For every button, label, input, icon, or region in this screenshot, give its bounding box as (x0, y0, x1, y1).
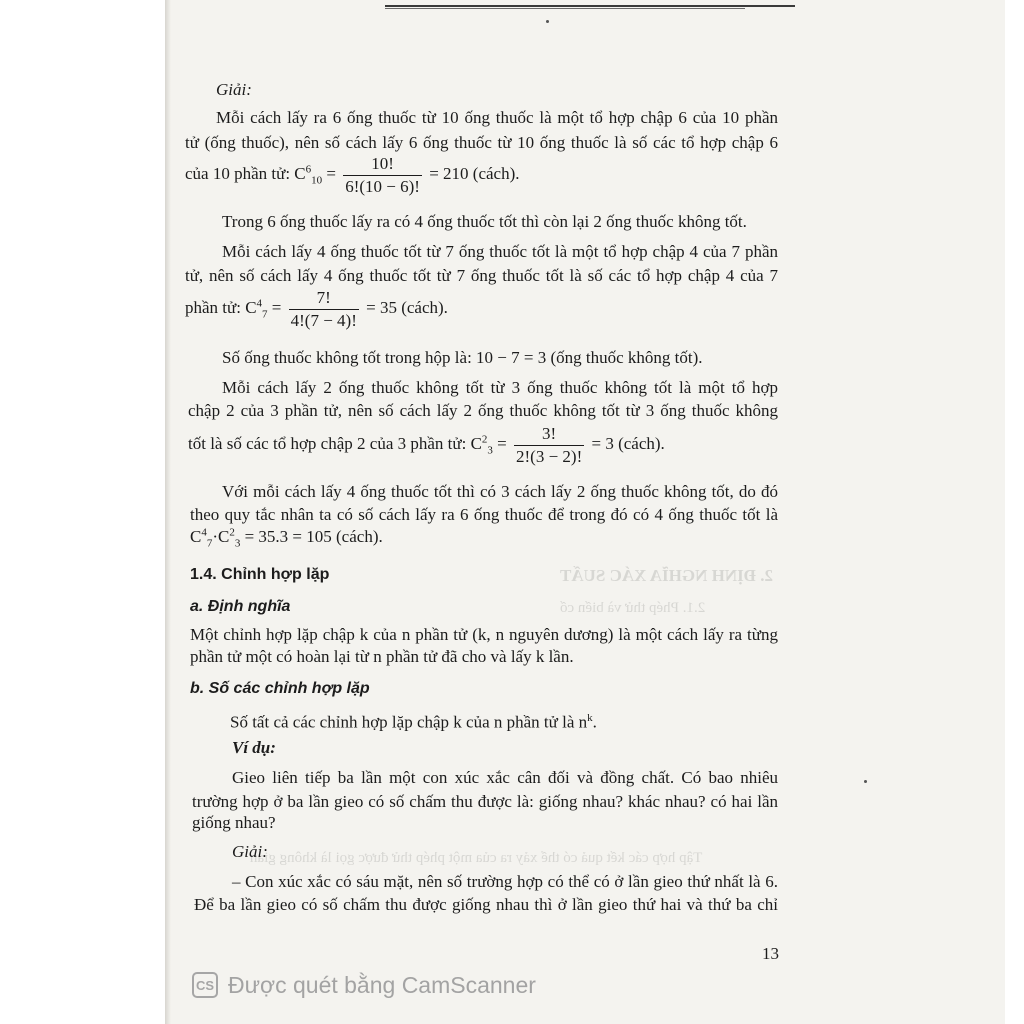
speck (864, 780, 867, 783)
fraction-denominator: 2!(3 − 2)! (516, 446, 583, 466)
paragraph-line: theo quy tắc nhân ta có số cách lấy ra 6 ống thuốc để trong đó có 4 ống thuốc tốt là (190, 505, 778, 524)
show-through-subheading: 2.1. Phép thử và biến cố (560, 600, 706, 616)
paragraph-line: Để ba lần gieo có số chấm thu được giống nhau thì ở lần gieo thứ hai và thứ ba chỉ (194, 895, 778, 914)
top-rule-thin (385, 8, 745, 9)
combination-symbol (201, 526, 213, 550)
fraction-denominator: 4!(7 − 4)! (290, 310, 357, 330)
combination-symbol (257, 286, 268, 330)
formula-text: tốt là số các tổ hợp chập 2 của 3 phần tử: C (188, 434, 482, 453)
comb-sub: 7 (262, 308, 268, 321)
page-edge-shadow (165, 0, 171, 1024)
formula-line: phần tử: $C^4_7$ = $\frac{7!}{4!(7 - 4)!}$ = 35 (cách). (185, 287, 448, 330)
fraction (514, 423, 584, 468)
formula-text: C (190, 527, 202, 546)
show-through-heading: 2. ĐỊNH NGHĨA XÁC SUẤT (560, 566, 773, 585)
comb-sup: 6 (305, 163, 312, 176)
subsection-heading: b. Số các chỉnh hợp lặp (190, 680, 370, 697)
comb-sup: 4 (256, 297, 263, 310)
comb-sub: 10 (311, 174, 323, 187)
formula-line (190, 526, 383, 550)
comb-sub: 3 (487, 444, 493, 457)
formula-result: = 210 (cách). (429, 164, 520, 183)
paragraph-line: – Con xúc xắc có sáu mặt, nên số trường hợp có thể có ở lần gieo thứ nhất là 6. (232, 872, 778, 891)
formula-result: = 35.3 = 105 (cách). (240, 527, 383, 546)
formula-text: ·C (212, 527, 230, 546)
paragraph-line: trường hợp ở ba lần gieo có số chấm thu được là: giống nhau? khác nhau? có hai lần (192, 792, 778, 811)
fraction-denominator: 6!(10 − 6)! (345, 176, 420, 196)
combination-symbol (306, 152, 323, 196)
example-label: Ví dụ: (232, 738, 276, 757)
paragraph-line: Trong 6 ống thuốc lấy ra có 4 ống thuốc tốt thì còn lại 2 ống thuốc không tốt. (222, 212, 747, 231)
fraction (343, 153, 422, 198)
paragraph-line: phần tử một có hoàn lại từ n phần tử đã cho và lấy k lần. (190, 647, 574, 666)
section-heading: 1.4. Chỉnh hợp lặp (190, 566, 330, 583)
comb-sup: 4 (201, 526, 207, 539)
formula-text: của 10 phần tử: C (185, 164, 306, 183)
paragraph-line: Gieo liên tiếp ba lần một con xúc xắc cân đối và đồng chất. Có bao nhiêu (232, 768, 778, 787)
paragraph-line: Mỗi cách lấy 2 ống thuốc không tốt từ 3 ống thuốc không tốt là một tổ hợp (222, 378, 778, 397)
formula-result: = 3 (cách). (591, 434, 665, 453)
formula-result: = 35 (cách). (366, 298, 448, 317)
page-number: 13 (762, 944, 779, 963)
combination-symbol (482, 422, 493, 466)
comb-sub: 3 (234, 537, 241, 550)
solution-label: Giải: (232, 842, 268, 861)
paragraph-line (230, 708, 597, 733)
camscanner-watermark (192, 970, 536, 1000)
paragraph-line: tử, nên số cách lấy 4 ống thuốc tốt từ 7 ống thuốc tốt là số các tổ hợp chập 4 của 7 (185, 266, 778, 285)
formula-line: của 10 phần tử: $C^6_{10}$ = $\frac{10!}{6!(10 - 6)!}$ = 210 (cách). (185, 153, 520, 196)
combination-symbol (229, 526, 241, 550)
camscanner-logo-icon: CS (192, 972, 218, 998)
speck (546, 20, 549, 23)
paragraph-line: Với mỗi cách lấy 4 ống thuốc tốt thì có 3 cách lấy 2 ống thuốc không tốt, do đó (222, 482, 778, 501)
paragraph-line: Mỗi cách lấy ra 6 ống thuốc từ 10 ống thuốc là một tổ hợp chập 6 của 10 phần (216, 108, 778, 127)
fraction-numerator: 3! (514, 423, 584, 446)
comb-sup: 2 (229, 526, 235, 539)
fraction-numerator: 7! (289, 287, 359, 310)
comb-sub: 7 (206, 537, 213, 550)
paragraph-line: chập 2 của 3 phần tử, nên số cách lấy 2 ống thuốc không tốt từ 3 ống thuốc không (188, 401, 778, 420)
formula-text: Số tất cả các chỉnh hợp lặp chập k của n phần tử là n (230, 712, 588, 732)
paragraph-line: Số ống thuốc không tốt trong hộp là: 10 − 7 = 3 (ống thuốc không tốt). (222, 348, 703, 367)
solution-label: Giải: (216, 80, 252, 99)
formula-text: . (592, 712, 597, 732)
formula-line: tốt là số các tổ hợp chập 2 của 3 phần tử: $C^2_3$ = $\frac{3!}{2!(3 - 2)!}$ = 3 (cách). (188, 423, 665, 466)
paragraph-line: tử (ống thuốc), nên số cách lấy 6 ống thuốc từ 10 ống thuốc là số các tổ hợp chập 6 (185, 133, 778, 152)
paragraph-line: giống nhau? (192, 813, 276, 832)
paragraph-line: Một chỉnh hợp lặp chập k của n phần tử (k, n nguyên dương) là một cách lấy ra từng (190, 625, 778, 644)
top-rule (385, 5, 795, 7)
formula-text: phần tử: C (185, 298, 257, 317)
show-through-line: Tập hợp các kết quả có thể xảy ra của một phép thử được gọi là không gian (250, 850, 703, 866)
exponent: k (587, 712, 593, 724)
fraction (289, 287, 359, 332)
camscanner-text: Được quét bằng CamScanner (228, 971, 536, 998)
paragraph-line: Mỗi cách lấy 4 ống thuốc tốt từ 7 ống thuốc tốt là một tổ hợp chập 4 của 7 phần (222, 242, 778, 261)
fraction-numerator: 10! (343, 153, 422, 176)
subsection-heading: a. Định nghĩa (190, 598, 291, 615)
comb-sup: 2 (481, 433, 488, 446)
